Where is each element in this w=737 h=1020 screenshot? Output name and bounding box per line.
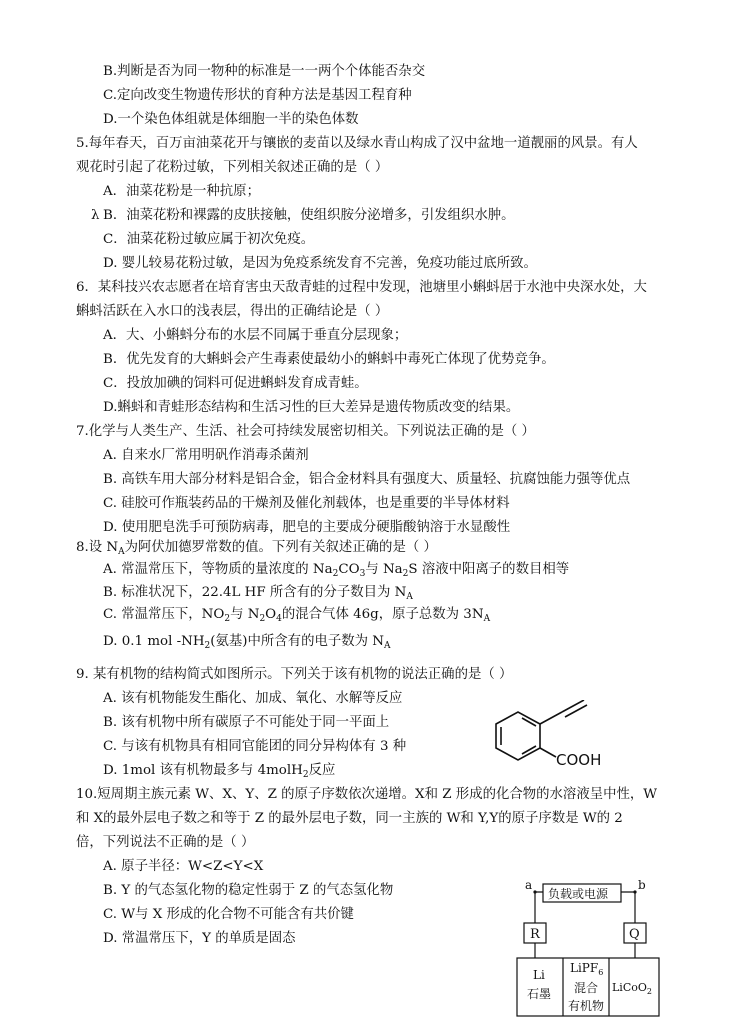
ring-double-bond-3 <box>522 746 536 754</box>
q7-stem: 7.化学与人类生产、生活、社会可持续发展密切相关。下列说法正确的是（ ） <box>76 424 535 439</box>
node-a <box>533 890 536 893</box>
q9-option-d: D. 1mol 该有机物最多与 4molH$_2$反应 <box>103 763 336 780</box>
q8-stem: 8.设 $N_A$为阿伏加德罗常数的值。下列有关叙述正确的是（ ） <box>76 540 437 557</box>
q9-option-a: A. 该有机物能发生酯化、加成、氧化、水解等反应 <box>103 691 403 706</box>
prev-option-b: B.判断是否为同一物种的标准是一一两个个体能否杂交 <box>103 64 426 79</box>
load-label: 负载或电源 <box>548 887 609 901</box>
q10-option-c: C. W与 X 形成的化合物不可能含有共价键 <box>103 907 354 922</box>
q5-option-a: A．油菜花粉是一种抗原； <box>103 184 260 199</box>
q8-option-b: B. 标准状况下，22.4L HF 所含有的分子数目为 $N_A$ <box>103 585 413 602</box>
label-li: Li <box>533 968 545 982</box>
vinyl-double-bond-b <box>565 705 587 717</box>
q8-option-d: D. 0.1 mol $-NH_2$(氨基)中所含有的电子数为 $N_A$ <box>103 634 391 651</box>
q10-option-d: D. 常温常压下，Y 的单质是固态 <box>103 931 296 946</box>
q10-option-a: A. 原子半径：W<Z<Y<X <box>103 859 264 874</box>
q10-stem-line2: 和 X的最外层电子数之和等于 Z 的最外层电子数，同一主族的 W和 Y,Y的原子序数是 W的 2 <box>76 811 623 826</box>
vinyl-double-bond-a <box>562 700 584 712</box>
label-a: a <box>525 878 533 892</box>
label-organic: 有机物 <box>568 999 605 1013</box>
q5-option-d: D. 婴儿较易花粉过敏，是因为免疫系统发育不完善，免疫功能过底所致。 <box>103 256 537 271</box>
q6-stem-line1: 6．某科技兴农志愿者在培育害虫天敌青蛙的过程中发现，池塘里小蝌蚪居于水池中央深水处，大 <box>76 280 647 295</box>
q6-option-b: B．优先发育的大蝌蚪会产生毒素使最幼小的蝌蚪中毒死亡体现了优势竞争。 <box>103 352 555 367</box>
label-lipf6: LiPF$_6$ <box>570 961 604 977</box>
q9-option-b: B. 该有机物中所有碳原子不可能处于同一平面上 <box>103 715 390 730</box>
carboxyl-bond <box>540 748 556 757</box>
q5-option-b-mark: λ <box>91 208 100 223</box>
label-graphite: 石墨 <box>527 987 552 1001</box>
q9-option-c: C. 与该有机物具有相同官能团的同分异构体有 3 种 <box>103 739 407 754</box>
q5-option-b: B．油菜花粉和裸露的皮肤接触，使组织胺分泌增多，引发组织水肿。 <box>103 208 515 223</box>
q7-option-c: C. 硅胶可作瓶装药品的干燥剂及催化剂载体，也是重要的半导体材料 <box>103 496 510 511</box>
q10-stem-line1: 10.短周期主族元素 W、X、Y、Z 的原子序数依次递增。X和 Z 形成的化合物的水溶液呈中性，W <box>76 787 658 802</box>
q6-option-c: C．投放加碘的饲料可促进蝌蚪发育成青蛙。 <box>103 376 368 391</box>
q9-stem: 9. 某有机物的结构简式如图所示。下列关于该有机物的说法正确的是（ ） <box>76 667 513 682</box>
q7-option-a: A. 自来水厂常用明矾作消毒杀菌剂 <box>103 448 309 463</box>
q6-stem-line2: 蝌蚪活跃在入水口的浅表层，得出的正确结论是（ ） <box>76 304 389 319</box>
battery-diagram <box>510 878 665 1018</box>
q5-option-c: C．油菜花粉过敏应属于初次免疫。 <box>103 232 315 247</box>
label-b: b <box>638 878 646 892</box>
q10-option-b: B. Y 的气态氢化物的稳定性弱于 Z 的气态氢化物 <box>103 883 394 898</box>
prev-option-d: D.一个染色体组就是体细胞一半的染色体数 <box>103 112 359 127</box>
q6-option-a: A．大、小蝌蚪分布的水层不同属于垂直分层现象； <box>103 328 408 343</box>
node-b <box>633 890 636 893</box>
label-mix: 混合 <box>574 981 599 995</box>
q8-option-c: C. 常温常压下，$NO_2$与 $N_2O_4$的混合气体 46g，原子总数为 $3N_A$ <box>103 607 491 624</box>
cooh-label: COOH <box>556 751 602 769</box>
structural-formula-diagram <box>488 700 648 770</box>
prev-option-c: C.定向改变生物遗传形状的育种方法是基因工程育种 <box>103 88 412 103</box>
benzene-ring <box>496 712 540 760</box>
vinyl-bond <box>540 712 562 724</box>
label-r: R <box>530 927 540 942</box>
label-q: Q <box>629 927 640 942</box>
label-licoo2: LiCoO$_2$ <box>612 981 652 996</box>
q10-stem-line3: 倍，下列说法不正确的是（ ） <box>76 835 255 850</box>
q6-option-d: D.蝌蚪和青蛙形态结构和生活习性的巨大差异是遗传物质改变的结果。 <box>103 400 520 415</box>
q8-option-a: A. 常温常压下，等物质的量浓度的 $Na_2CO_3$与 $Na_2S$ 溶液中阳离子的数目相等 <box>103 562 570 579</box>
ring-double-bond-2 <box>522 718 536 726</box>
q5-stem-line1: 5.每年春天，百万亩油菜花开与镶嵌的麦苗以及绿水青山构成了汉中盆地一道靓丽的风景。有人 <box>76 136 638 151</box>
q5-stem-line2: 观花时引起了花粉过敏，下列相关叙述正确的是（ ） <box>76 160 389 175</box>
q7-option-b: B. 高铁车用大部分材料是铝合金，铝合金材料具有强度大、质量轻、抗腐蚀能力强等优点 <box>103 472 631 487</box>
q7-option-d: D. 使用肥皂洗手可预防病毒，肥皂的主要成分硬脂酸钠溶于水显酸性 <box>103 520 511 535</box>
